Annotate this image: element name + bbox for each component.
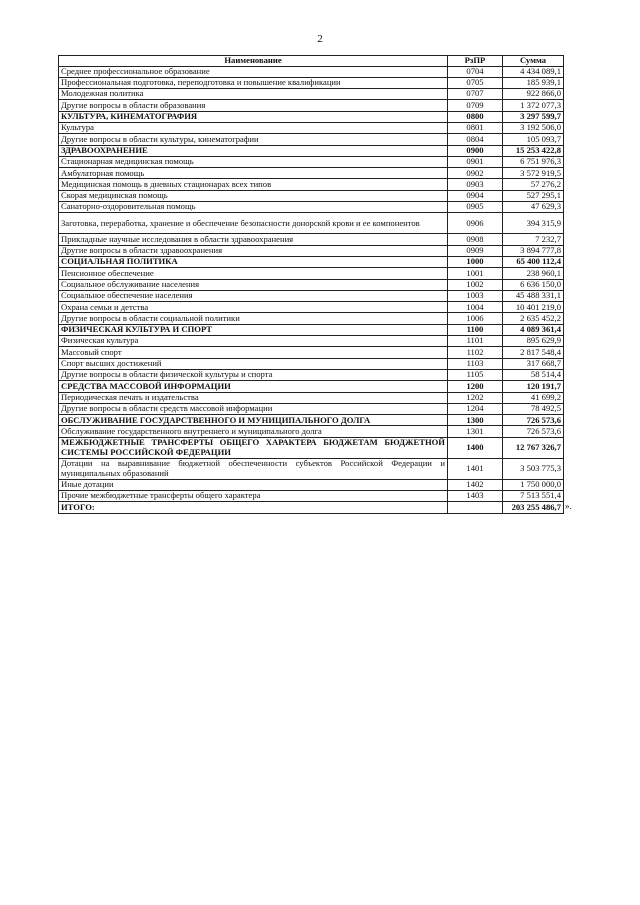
row-code: 1200	[448, 381, 503, 392]
row-name: Молодежная политика	[59, 89, 448, 100]
row-code: 0705	[448, 77, 503, 88]
budget-table	[58, 55, 564, 514]
table-row	[59, 437, 564, 458]
row-code: 0709	[448, 100, 503, 111]
row-name: Пенсионное обеспечение	[59, 268, 448, 279]
row-code: 0908	[448, 234, 503, 245]
row-code: 1103	[448, 358, 503, 369]
row-sum: 12 767 326,7	[503, 437, 564, 458]
row-name: ФИЗИЧЕСКАЯ КУЛЬТУРА И СПОРТ	[59, 324, 448, 335]
table-row	[59, 369, 564, 380]
row-name: СРЕДСТВА МАССОВОЙ ИНФОРМАЦИИ	[59, 381, 448, 392]
row-code: 1000	[448, 256, 503, 267]
row-sum: 2 635 452,2	[503, 313, 564, 324]
table-row	[59, 245, 564, 256]
row-sum: 1 372 077,3	[503, 100, 564, 111]
row-name: Массовый спорт	[59, 347, 448, 358]
row-sum: 394 315,9	[503, 213, 564, 234]
table-row	[59, 381, 564, 392]
row-sum: 203 255 486,7	[503, 502, 564, 513]
row-sum: 57 276,2	[503, 179, 564, 190]
row-name: Профессиональная подготовка, переподготовка и повышение квалификации	[59, 77, 448, 88]
row-name: Иные дотации	[59, 479, 448, 490]
row-code: 0909	[448, 245, 503, 256]
table-row	[59, 168, 564, 179]
table-row	[59, 502, 564, 513]
row-name: Санаторно-оздоровительная помощь	[59, 202, 448, 213]
table-row	[59, 392, 564, 403]
table-row	[59, 491, 564, 502]
header-code: РзПР	[448, 56, 503, 67]
table-header-row	[59, 56, 564, 67]
row-code: 1300	[448, 415, 503, 426]
table-row	[59, 100, 564, 111]
row-sum: 7 513 551,4	[503, 491, 564, 502]
row-code: 1401	[448, 458, 503, 479]
row-name: Культура	[59, 122, 448, 133]
row-sum: 3 192 506,0	[503, 122, 564, 133]
row-code: 0801	[448, 122, 503, 133]
table-row	[59, 313, 564, 324]
row-sum: 45 488 331,1	[503, 290, 564, 301]
row-code: 1102	[448, 347, 503, 358]
row-sum: 922 866,0	[503, 89, 564, 100]
row-name: Прикладные научные исследования в области здравоохранения	[59, 234, 448, 245]
table-row	[59, 458, 564, 479]
row-sum: 726 573,6	[503, 415, 564, 426]
table-row	[59, 111, 564, 122]
row-code: 1105	[448, 369, 503, 380]
table-row	[59, 268, 564, 279]
row-name: МЕЖБЮДЖЕТНЫЕ ТРАНСФЕРТЫ ОБЩЕГО ХАРАКТЕРА БЮДЖЕТАМ БЮДЖЕТНОЙ СИСТЕМЫ РОССИЙСКОЙ ФЕДЕРАЦИИ	[59, 437, 448, 458]
row-code: 1001	[448, 268, 503, 279]
row-sum: 41 699,2	[503, 392, 564, 403]
row-code: 0905	[448, 202, 503, 213]
row-sum: 3 503 775,3	[503, 458, 564, 479]
row-code: 0704	[448, 66, 503, 77]
row-name: Обслуживание государственного внутреннего и муниципального долга	[59, 426, 448, 437]
row-sum: 4 089 361,4	[503, 324, 564, 335]
row-code: 0800	[448, 111, 503, 122]
row-sum: 10 401 219,0	[503, 302, 564, 313]
row-code: 1202	[448, 392, 503, 403]
row-name: ИТОГО:	[59, 502, 448, 513]
row-sum: 3 297 599,7	[503, 111, 564, 122]
row-sum: 7 232,7	[503, 234, 564, 245]
table-row	[59, 479, 564, 490]
row-name: Медицинская помощь в дневных стационарах всех типов	[59, 179, 448, 190]
page-number: 2	[317, 33, 323, 45]
row-sum: 1 750 000,0	[503, 479, 564, 490]
row-code: 1006	[448, 313, 503, 324]
row-sum: 15 253 422,8	[503, 145, 564, 156]
table-row	[59, 179, 564, 190]
table-row	[59, 302, 564, 313]
row-code: 1400	[448, 437, 503, 458]
row-name: ОБСЛУЖИВАНИЕ ГОСУДАРСТВЕННОГО И МУНИЦИПАЛЬНОГО ДОЛГА	[59, 415, 448, 426]
row-sum: 317 668,7	[503, 358, 564, 369]
row-code: 1403	[448, 491, 503, 502]
closing-quote-mark: ».	[565, 500, 572, 511]
row-code: 1002	[448, 279, 503, 290]
table-row	[59, 426, 564, 437]
row-code: 0900	[448, 145, 503, 156]
row-sum: 726 573,6	[503, 426, 564, 437]
row-name: Дотации на выравнивание бюджетной обеспеченности субъектов Российской Федерации и муниципальных образований	[59, 458, 448, 479]
row-sum: 58 514,4	[503, 369, 564, 380]
row-name: Другие вопросы в области социальной политики	[59, 313, 448, 324]
row-name: Социальное обслуживание населения	[59, 279, 448, 290]
row-code: 0707	[448, 89, 503, 100]
row-name: Другие вопросы в области здравоохранения	[59, 245, 448, 256]
row-name: Спорт высших достижений	[59, 358, 448, 369]
table-row	[59, 156, 564, 167]
table-row	[59, 145, 564, 156]
row-sum: 65 400 112,4	[503, 256, 564, 267]
row-sum: 3 894 777,8	[503, 245, 564, 256]
row-sum: 2 817 548,4	[503, 347, 564, 358]
row-sum: 185 939,1	[503, 77, 564, 88]
header-name: Наименование	[59, 56, 448, 67]
row-sum: 238 960,1	[503, 268, 564, 279]
table-row	[59, 358, 564, 369]
row-code	[448, 502, 503, 513]
table-row	[59, 77, 564, 88]
row-code: 0903	[448, 179, 503, 190]
table-row	[59, 89, 564, 100]
row-name: СОЦИАЛЬНАЯ ПОЛИТИКА	[59, 256, 448, 267]
row-code: 0902	[448, 168, 503, 179]
table-row	[59, 122, 564, 133]
table-row	[59, 336, 564, 347]
row-name: ЗДРАВООХРАНЕНИЕ	[59, 145, 448, 156]
header-sum: Сумма	[503, 56, 564, 67]
row-code: 1004	[448, 302, 503, 313]
table-row	[59, 415, 564, 426]
row-name: Другие вопросы в области физической культуры и спорта	[59, 369, 448, 380]
table-row	[59, 279, 564, 290]
row-code: 1204	[448, 403, 503, 414]
row-sum: 3 572 919,5	[503, 168, 564, 179]
table-row	[59, 324, 564, 335]
row-name: Другие вопросы в области культуры, кинематографии	[59, 134, 448, 145]
row-sum: 895 629,9	[503, 336, 564, 347]
row-sum: 527 295,1	[503, 190, 564, 201]
row-name: Амбулаторная помощь	[59, 168, 448, 179]
table-row	[59, 403, 564, 414]
row-name: КУЛЬТУРА, КИНЕМАТОГРАФИЯ	[59, 111, 448, 122]
row-name: Другие вопросы в области образования	[59, 100, 448, 111]
row-sum: 105 093,7	[503, 134, 564, 145]
row-name: Социальное обеспечение населения	[59, 290, 448, 301]
row-name: Физическая культура	[59, 336, 448, 347]
row-code: 0804	[448, 134, 503, 145]
row-sum: 120 191,7	[503, 381, 564, 392]
row-name: Охрана семьи и детства	[59, 302, 448, 313]
table-body	[59, 66, 564, 513]
table-row	[59, 256, 564, 267]
row-name: Стационарная медицинская помощь	[59, 156, 448, 167]
row-name: Другие вопросы в области средств массовой информации	[59, 403, 448, 414]
row-name: Заготовка, переработка, хранение и обеспечение безопасности донорской крови и ее компонентов	[59, 213, 448, 234]
table-row	[59, 290, 564, 301]
row-code: 1100	[448, 324, 503, 335]
row-sum: 6 636 150,0	[503, 279, 564, 290]
table-row	[59, 234, 564, 245]
row-code: 1402	[448, 479, 503, 490]
row-sum: 78 492,5	[503, 403, 564, 414]
row-code: 1101	[448, 336, 503, 347]
row-code: 0904	[448, 190, 503, 201]
row-code: 0901	[448, 156, 503, 167]
row-sum: 4 434 089,1	[503, 66, 564, 77]
row-code: 0906	[448, 213, 503, 234]
row-name: Прочие межбюджетные трансферты общего характера	[59, 491, 448, 502]
row-sum: 6 751 976,3	[503, 156, 564, 167]
table-row	[59, 347, 564, 358]
table-row	[59, 66, 564, 77]
row-code: 1301	[448, 426, 503, 437]
table-row	[59, 202, 564, 213]
row-name: Скорая медицинская помощь	[59, 190, 448, 201]
row-name: Среднее профессиональное образование	[59, 66, 448, 77]
table-row	[59, 190, 564, 201]
table-row	[59, 213, 564, 234]
row-name: Периодическая печать и издательства	[59, 392, 448, 403]
row-sum: 47 629,3	[503, 202, 564, 213]
row-code: 1003	[448, 290, 503, 301]
table-row	[59, 134, 564, 145]
